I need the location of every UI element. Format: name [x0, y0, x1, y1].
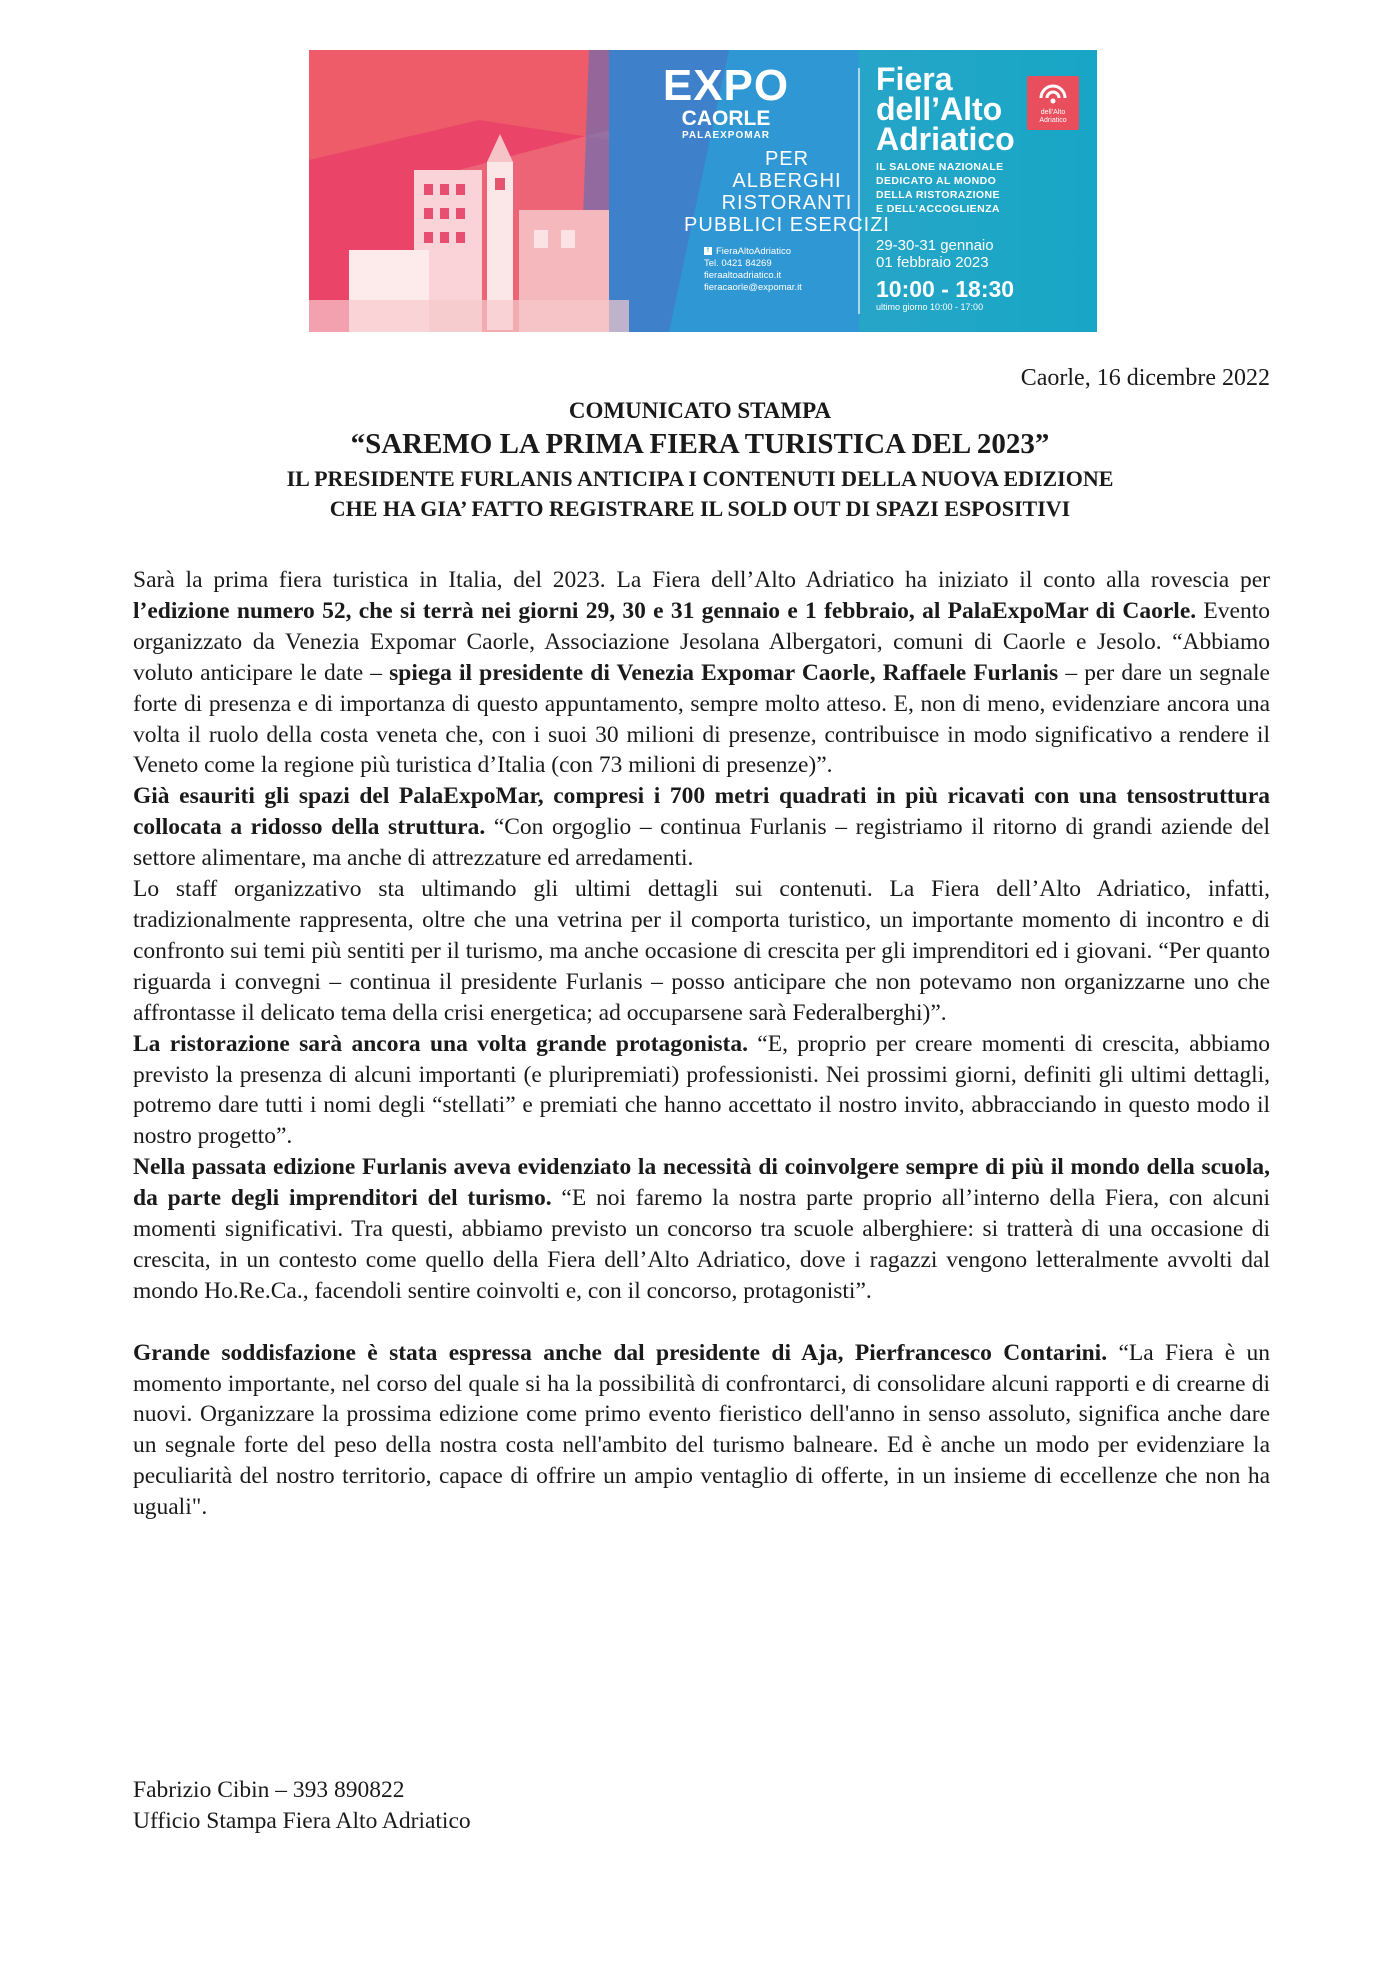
bold-run: La ristorazione sarà ancora una volta grande protagonista.	[133, 1030, 748, 1057]
paragraph: Lo staff organizzativo sta ultimando gli ultimi dettagli sui contenuti. La Fiera dell’Alto Adriatico, infatti, tradizionalmente rappresenta, oltre che una vetrina per il comporta turistico, un importante momento di incontro e di confronto sui temi più sentiti per il turismo, ma anche occasione di crescita per gli imprenditori ed i giovani. “Per quanto riguarda i convegni – continua il presidente Furlanis – posso anticipare che non potevamo non organizzarne uno che affrontasse il delicato tema della crisi energetica; ad occuparsene sarà Federalberghi)”.	[133, 876, 1270, 1026]
fair-sub-line: DEDICATO AL MONDO	[876, 175, 997, 187]
facebook-icon: f	[704, 247, 712, 255]
fair-date-line: 01 febbraio 2023	[876, 254, 989, 271]
fair-logo-text: dell’Alto Adriatico	[1039, 109, 1067, 124]
target-line: PER	[764, 148, 810, 170]
fair-title-line: Adriatico	[876, 121, 1015, 157]
target-line: ALBERGHI	[732, 170, 842, 192]
bold-run: Nella passata edizione Furlanis aveva evidenziato la necessità di coinvolgere sempre di più il mondo della scuola, da parte degli imprenditori del turismo.	[133, 1154, 1270, 1212]
paragraph	[133, 1338, 1270, 1523]
facebook-handle: FieraAltoAdriatico	[716, 246, 791, 257]
fair-sub-line: E DELL’ACCOGLIENZA	[876, 203, 1000, 215]
paragraph	[133, 1152, 1270, 1307]
banner-website: fieraaltoadriatico.it	[704, 270, 782, 281]
paragraph	[133, 565, 1270, 781]
document-title: “SAREMO LA PRIMA FIERA TURISTICA DEL 2023”	[350, 428, 1050, 460]
text-run: Sarà la prima fiera turistica in Italia, del 2023. La Fiera dell’Alto Adriatico ha iniziato il conto alla rovescia per	[133, 567, 1270, 593]
article-body	[133, 565, 1270, 1523]
banner-contacts	[704, 246, 802, 294]
expo-venue: PALAEXPOMAR	[681, 130, 771, 141]
expo-city: CAORLE	[681, 107, 771, 130]
fair-sub-line: DELLA RISTORAZIONE	[876, 189, 1000, 201]
target-line: PUBBLICI ESERCIZI	[684, 214, 890, 236]
text-run: “La Fiera è un momento importante, nel corso del quale si ha la possibilità di confrontarci, di consolidare alcuni rapporti e di crearne di nuovi. Organizzare la prossima edizione come primo evento fieristico dell'anno in senso assoluto, significa anche dare un segnale forte del peso della nostra costa nell'ambito del turismo balneare. Ed è anche un modo per evidenziare la peculiarità del nostro territorio, capace di offrire un ampio ventaglio di offerte, in un insieme di eccellenze che non ha uguali".	[133, 1339, 1270, 1521]
wifi-arc-icon	[1027, 76, 1079, 110]
signature-block	[133, 1775, 471, 1837]
bold-run: Grande soddisfazione è stata espressa anche dal presidente di Aja, Pierfrancesco Contarini.	[133, 1339, 1108, 1366]
fair-dates	[876, 237, 994, 271]
text-run: “Con orgoglio – continua Furlanis – registriamo il ritorno di grandi aziende del settore alimentare, ma anche di attrezzature ed arredamenti.	[133, 814, 1270, 872]
fair-title-line: dell’Alto	[876, 91, 1003, 127]
text-run: Evento organizzato da Venezia Expomar Caorle, Associazione Jesolana Albergatori, comuni di Caorle e Jesolo. “Abbiamo voluto anticipare le date –	[133, 597, 1270, 686]
document-subtitle: CHE HA GIA’ FATTO REGISTRARE IL SOLD OUT DI SPAZI ESPOSITIVI	[329, 496, 1071, 521]
document-subtitle: IL PRESIDENTE FURLANIS ANTICIPA I CONTENUTI DELLA NUOVA EDIZIONE	[286, 466, 1114, 491]
expo-word: EXPO	[662, 61, 790, 110]
document-kicker: COMUNICATO STAMPA	[568, 398, 832, 423]
fair-hours: 10:00 - 18:30	[876, 276, 1015, 302]
paragraph	[133, 1029, 1270, 1153]
signature-contact: Fabrizio Cibin – 393 890822	[133, 1777, 405, 1803]
fair-logo	[1027, 76, 1079, 130]
fair-title	[876, 61, 1015, 157]
place-date: Caorle, 16 dicembre 2022	[1020, 365, 1270, 391]
expo-caorle-logo	[626, 61, 826, 142]
banner-email: fieracaorle@expomar.it	[704, 282, 802, 293]
bold-run: Già esauriti gli spazi del PalaExpoMar, compresi i 700 metri quadrati in più ricavati con una tensostruttura collocata a ridosso della struttura.	[133, 783, 1270, 841]
fair-sub-line: IL SALONE NAZIONALE	[876, 161, 1004, 173]
text-run: “E noi faremo la nostra parte proprio all’interno della Fiera, con alcuni momenti significativi. Tra questi, abbiamo previsto un concorso tra scuole alberghiere: si tratterà di una occasione di crescita, in un contesto come quello della Fiera dell’Alto Adriatico, dove i ragazzi vengono letteralmente avvolti dal mondo Ho.Re.Ca., facendoli sentire coinvolti e, con il concorso, protagonisti”.	[133, 1185, 1270, 1304]
text-run: – per dare un segnale forte di presenza e di importanza di questo appuntamento, sempre molto atteso. E, non di meno, evidenziare ancora una volta il ruolo della costa veneta che, con i suoi 30 milioni di presenze, contribuisce in modo significativo a rendere il Veneto come la regione più turistica d’Italia (con 73 milioni di presenze)”.	[133, 659, 1270, 779]
fair-hours-note: ultimo giorno 10:00 - 17:00	[876, 302, 984, 312]
fair-subtitle	[876, 160, 1004, 216]
bold-run: l’edizione numero 52, che si terrà nei giorni 29, 30 e 31 gennaio e 1 febbraio, al PalaExpoMar di Caorle.	[133, 597, 1197, 624]
text-run: “E, proprio per creare momenti di crescita, abbiamo previsto la presenza di alcuni importanti (e pluripremiati) professionisti. Nei prossimi giorni, definiti gli ultimi dettagli, potremo dare tutti i nomi degli “stellati” e premiati che hanno accettato il nostro invito, abbracciando in questo modo il nostro progetto”.	[133, 1030, 1271, 1150]
event-banner	[309, 50, 1097, 332]
fair-date-line: 29-30-31 gennaio	[876, 237, 994, 254]
banner-phone: Tel. 0421 84269	[704, 258, 772, 269]
target-line: RISTORANTI	[721, 192, 853, 214]
fair-title-line: Fiera	[876, 61, 953, 97]
target-audience	[667, 148, 907, 236]
paragraph	[133, 781, 1270, 874]
signature-office: Ufficio Stampa Fiera Alto Adriatico	[133, 1808, 471, 1834]
bold-run: spiega il presidente di Venezia Expomar Caorle, Raffaele Furlanis	[389, 659, 1059, 686]
